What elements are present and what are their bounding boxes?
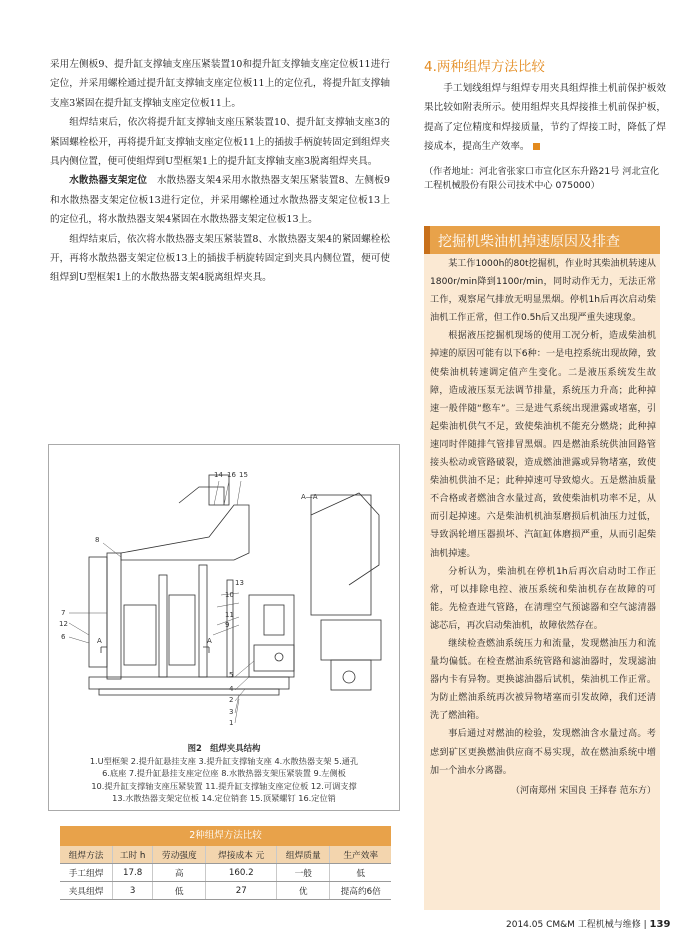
- label-3: 3: [229, 708, 234, 716]
- right-column: [424, 55, 666, 193]
- table-cell: 27: [206, 882, 277, 900]
- footer-issue: 2014.05 CM&M 工程机械与维修: [506, 920, 641, 930]
- label-a-right: A: [207, 637, 212, 645]
- label-4: 4: [229, 685, 234, 693]
- subheading-radiator: 水散热器支架定位: [69, 175, 148, 187]
- label-13: 13: [235, 579, 244, 587]
- table-row: [60, 882, 391, 900]
- article-paragraph-2: 根据液压挖掘机现场的使用工况分析，造成柴油机掉速的原因可能有以下6种：一是电控系统出现故障，致使柴油机转速调定值产生变化。二是液压系统发生故障，造成液压泵无法调节排量，系统压力升高；此种掉速一般伴随“憋车”。三是进气系统出现泄露或堵塞，引起柴油机供气不足，致使柴油机不能充分燃烧；此种掉速同时伴随排气管排冒黑烟。四是燃油系统供油回路管接头松动或管路破裂，造成燃油泄露或异物堵塞，致使柴油机供油不足；此种掉速可导致熄火。五是燃油质量不合格或者燃油含水量过高，致使柴油机功率不足，从而引起掉速。六是柴油机机油泵磨损后机油压力过低，导致涡轮增压器损坏、汽缸缸体磨损严重，从而引起柴油机掉速。: [430, 331, 656, 559]
- table-cell: 优: [277, 882, 330, 900]
- label-15: 15: [239, 471, 248, 479]
- label-6: 6: [61, 633, 66, 641]
- figure-welding-fixture: [48, 444, 400, 811]
- table-cell: 17.8: [113, 864, 153, 882]
- section-title: 4.两种组焊方法比较: [424, 59, 545, 75]
- article-paragraph-3: 分析认为，柴油机在停机1h后再次启动时工作正常，可以排除电控、液压系统和柴油机存在故障的可能。先检查进气管路，在清理空气预滤器和空气滤清器滤芯后，再次启动柴油机，故障依然存在。: [430, 566, 656, 631]
- article-paragraph-1: 某工作1000h的80t挖掘机，作业时其柴油机转速从1800r/min降到1100r/min，同时动作无力，无法正常工作，观察尾气排放无明显黑烟。停机1h后再次启动柴油机工作正常，但工作0.5h后又出现严重失速现象。: [430, 259, 656, 324]
- label-16: 16: [227, 471, 236, 479]
- table-cell: 低: [330, 864, 391, 882]
- label-a-left: A: [97, 637, 102, 645]
- page-number: 139: [649, 919, 671, 930]
- author-contact: （作者地址：河北省张家口市宣化区东升路21号 河北宣化工程机械股份有限公司技术中心 075000）: [424, 165, 660, 191]
- label-5: 5: [229, 671, 234, 679]
- label-12: 12: [59, 620, 68, 628]
- table-header: 生产效率: [330, 846, 391, 864]
- figure-legend-line-4: 13.水散热器支架定位板 14.定位销套 15.顶紧螺钉 16.定位销: [112, 793, 336, 804]
- table-cell: 3: [113, 882, 153, 900]
- left-paragraph-4: 组焊结束后，依次将水散热器支架压紧装置8、水散热器支架4的紧固螺栓松开，再将水散热器支架定位板13上的插拔手柄旋转固定到夹具内侧位置，便可使组焊到U型框架1上的水散热器支架4脱离组焊夹具。: [50, 233, 390, 284]
- label-8: 8: [95, 536, 100, 544]
- table-header: 工时 h: [113, 846, 153, 864]
- section-text: 手工划线组焊与组焊专用夹具组焊推土机前保护板效果比较如附表所示。使用组焊夹具焊接推土机前保护板，提高了定位精度和焊接质量，节约了焊接工时，降低了焊接成本，提高生产效率。: [424, 83, 666, 153]
- table-cell: 高: [153, 864, 206, 882]
- table-cell: 160.2: [206, 864, 277, 882]
- left-column: [50, 55, 390, 288]
- fixture-drawing: [49, 445, 399, 740]
- label-2: 2: [229, 696, 234, 704]
- table-cell: 一般: [277, 864, 330, 882]
- left-paragraph-3-text: 水散热器支架4采用水散热器支架压紧装置8、左侧板9和水散热器支架定位板13进行定位，并采用螺栓通过水散热器支架定位板13上的定位孔，将水散热器支架4紧固在水散热器支架定位板13上。: [50, 175, 391, 226]
- label-7: 7: [61, 609, 66, 617]
- section-paragraph: [424, 79, 666, 157]
- label-1: 1: [229, 719, 234, 727]
- table-cell: 低: [153, 882, 206, 900]
- comparison-table-grid: [60, 846, 391, 900]
- figure-title: 图2 组焊夹具结构: [187, 743, 261, 753]
- figure-caption: [49, 742, 399, 805]
- label-10: 10: [225, 591, 234, 599]
- article-author: （河南郑州 宋国良 王择春 范东方）: [510, 785, 656, 796]
- label-9: 9: [225, 621, 230, 629]
- article-header: [424, 226, 660, 254]
- left-paragraph-3: [50, 171, 390, 229]
- table-header: 劳动强度: [153, 846, 206, 864]
- table-cell: 提高约6倍: [330, 882, 391, 900]
- table-header: 组焊质量: [277, 846, 330, 864]
- label-aa: A—A: [301, 493, 318, 501]
- table-title: 2种组焊方法比较: [60, 826, 391, 846]
- label-14: 14: [214, 471, 223, 479]
- left-paragraph-2: 组焊结束后，依次将提升缸支撑轴支座压紧装置10、提升缸支撑轴支座3的紧固螺栓松开，再将提升缸支撑轴支座定位板11上的插拔手柄旋转固定到组焊夹具内侧位置，便可使组焊到U型框架1上的提升缸支撑轴支座3脱离组焊夹具。: [50, 117, 390, 168]
- table-header: 焊接成本 元: [206, 846, 277, 864]
- label-11: 11: [225, 611, 234, 619]
- figure-legend-line-2: 6.底座 7.提升缸悬挂支座定位座 8.水散热器支架压紧装置 9.左侧板: [102, 768, 346, 779]
- table-cell: 夹具组焊: [60, 882, 113, 900]
- table-header-row: [60, 846, 391, 864]
- table-header: 组焊方法: [60, 846, 113, 864]
- table-row: [60, 864, 391, 882]
- article-title: 挖掘机柴油机掉速原因及排查: [438, 234, 620, 250]
- article-text: [430, 255, 656, 800]
- article-paragraph-5: 事后通过对燃油的检验，发现燃油含水量过高。考虑到矿区更换燃油供应商不易实现，故在燃油系统中增加一个油水分离器。: [430, 729, 656, 776]
- comparison-table: [60, 826, 391, 900]
- end-square-icon: [533, 143, 540, 150]
- table-cell: 手工组焊: [60, 864, 113, 882]
- article-paragraph-4: 继续检查燃油系统压力和流量，发现燃油压力和流量均偏低。在检查燃油系统管路和滤油器时，发现滤油器内卡有异物。更换滤油器后试机，柴油机工作正常。为防止燃油系统再次被异物堵塞而引发故障，我们还清洗了燃油箱。: [430, 638, 656, 722]
- left-paragraph-1: 采用左侧板9、提升缸支撑轴支座压紧装置10和提升缸支撑轴支座定位板11进行定位，并采用螺栓通过提升缸支撑轴支座定位板11上的定位孔，将提升缸支撑轴支座3紧固在提升缸支撑轴支座定位板11上。: [50, 59, 390, 109]
- article-header-accent: [424, 226, 430, 254]
- figure-legend-line-3: 10.提升缸支撑轴支座压紧装置 11.提升缸支撑轴支座定位板 12.可调支撑: [91, 780, 357, 791]
- page-footer: 2014.05 CM&M 工程机械与维修 | 139: [506, 919, 671, 930]
- figure-legend-line-1: 1.U型框架 2.提升缸悬挂支座 3.提升缸支撑轴支座 4.水散热器支架 5.通孔: [89, 756, 359, 766]
